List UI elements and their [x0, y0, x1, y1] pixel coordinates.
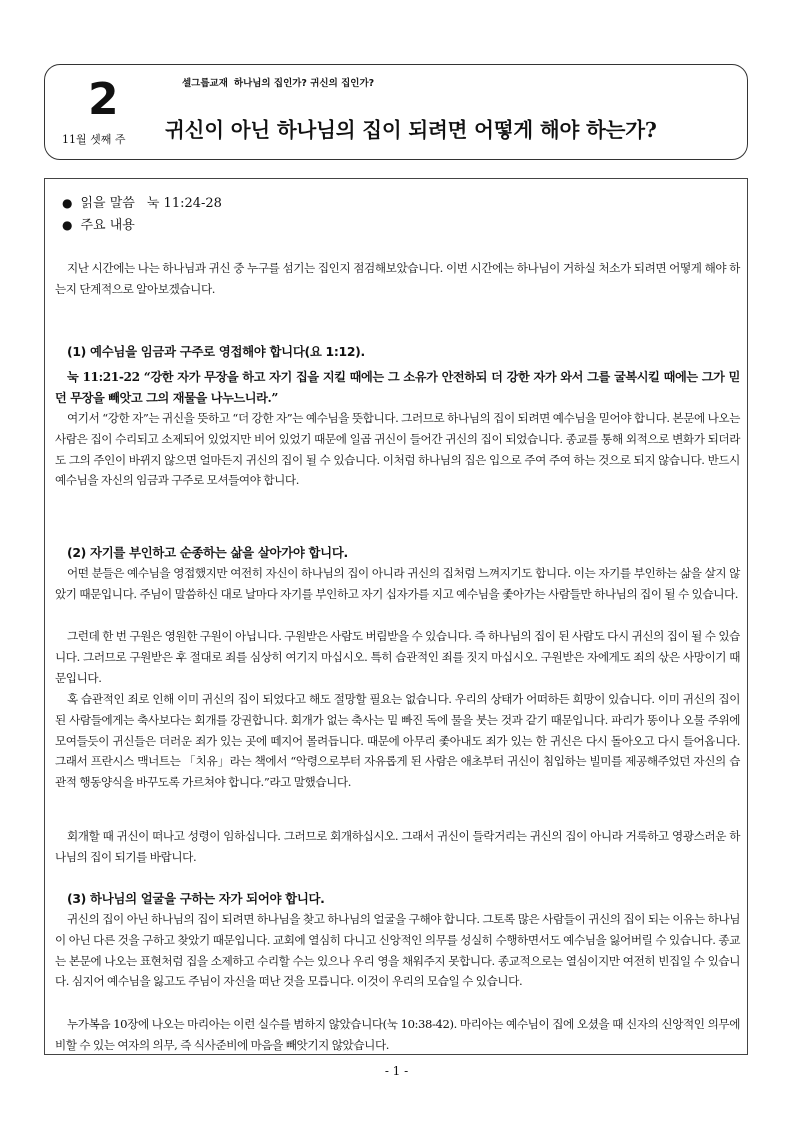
bullet-icon: ● [62, 218, 73, 232]
section-3-heading: (3) 하나님의 얼굴을 구하는 자가 되어야 합니다. [67, 891, 325, 906]
reading-label: 읽을 말씀 [80, 196, 135, 211]
section-1-heading: (1) 예수님을 임금과 구주로 영접해야 합니다(요 1:12). [67, 344, 365, 359]
section-2-paragraph-3: 혹 습관적인 죄로 인해 이미 귀신의 집이 되었다고 해도 절망할 필요는 없습니다. 우리의 상태가 어떠하든 희망이 있습니다. 이미 귀신의 집이 된 사람들에게는 축사보다는 회개를 강권합니다. 회개가 없는 축사는 밑 빠진 독에 물을 붓는 것과 같기 때문입니다. 파리가 똥이나 오물 주위에 모여들듯이 귀신들은 더러운 죄가 있는 곳에 떼지어 몰려듭니다. 때문에 아무리 좇아내도 죄가 있는 한 귀신은 다시 돌아오고 다시 들어옵니다. 그래서 프란시스 맥너트는 「치유」라는 책에서 “악령으로부터 자유롭게 된 사람은 애초부터 귀신이 침입하는 빌미를 제공해주었던 자신의 습관적 행동양식을 바꾸도록 가르쳐야 합니다.”라고 말했습니다. [55, 692, 740, 790]
intro-paragraph: 지난 시간에는 나는 하나님과 귀신 중 누구를 섬기는 집인지 점검해보았습니다. 이번 시간에는 하나님이 거하실 처소가 되려면 어떻게 해야 하는지 단계적으로 알아보겠습니다. [55, 261, 740, 296]
section-2-paragraph-2: 그런데 한 번 구원은 영원한 구원이 아닙니다. 구원받은 사람도 버림받을 수 있습니다. 즉 하나님의 집이 된 사람도 다시 귀신의 집이 될 수 있습니다. 그러므로 구원받은 후 절대로 죄를 심상히 여기지 마십시오. 특히 습관적인 죄를 짓지 마십시오. 구원받은 자에게도 죄의 삯은 사망이기 때문입니다. [55, 629, 740, 685]
page-title: 귀신이 아닌 하나님의 집이 되려면 어떻게 해야 하는가? [165, 118, 657, 142]
page-number: - 1 - [384, 1064, 409, 1078]
section-2-paragraph-4: 회개할 때 귀신이 떠나고 성령이 임하십니다. 그러므로 회개하십시오. 그래서 귀신이 들락거리는 귀신의 집이 아니라 거룩하고 영광스러운 하나님의 집이 되기를 바랍니다. [55, 829, 740, 864]
reading-ref: 눅 11:24-28 [146, 196, 222, 211]
series-label: 셀그룹교재 [182, 78, 228, 89]
section-1-body: 여기서 “강한 자”는 귀신을 뜻하고 “더 강한 자”는 예수님을 뜻합니다. 그러므로 하나님의 집이 되려면 예수님을 믿어야 합니다. 본문에 나오는 사람은 집이 수리되고 소제되어 있었지만 비어 있었기 때문에 일곱 귀신이 들어간 귀신의 집이 되었습니다. 종교를 통해 외적으로 변화가 되더라도 그의 주인이 바뀌지 않으면 얼마든지 귀신의 집이 될 수 있습니다. 이처럼 하나님의 집은 입으로 주여 주여 하는 것으로 되지 않습니다. 반드시 예수님을 자신의 임금과 구주로 모셔들여야 합니다. [55, 411, 740, 488]
lesson-number: 2 [88, 74, 119, 125]
week-label: 11월 셋째 주 [62, 133, 126, 146]
summary-label: 주요 내용 [80, 218, 135, 233]
summary-line [62, 214, 135, 233]
section-1-verse: 눅 11:21-22 “강한 자가 무장을 하고 자기 집을 지킬 때에는 그 소유가 안전하되 더 강한 자가 와서 그를 굴복시킬 때에는 그가 믿던 무장을 빼앗고 그의 재물을 나누느니라.” [55, 370, 740, 405]
header-box [44, 64, 748, 160]
bullet-icon: ● [62, 196, 73, 210]
section-3-paragraph-2: 누가복음 10장에 나오는 마리아는 이런 실수를 범하지 않았습니다(눅 10:38-42). 마리아는 예수님이 집에 오셨을 때 신자의 신앙적인 의무에 비할 수 있는 여자의 의무, 즉 식사준비에 마음을 빼앗기지 않았습니다. [55, 1017, 740, 1052]
reading-line [62, 192, 222, 211]
series-title: 하나님의 집인가? 귀신의 집인가? [233, 78, 375, 89]
section-3-paragraph-1: 귀신의 집이 아닌 하나님의 집이 되려면 하나님을 찾고 하나님의 얼굴을 구해야 합니다. 그토록 많은 사람들이 귀신의 집이 되는 이유는 하나님이 아닌 다른 것을 구하고 찾았기 때문입니다. 교회에 열심히 다니고 신앙적인 의무를 성실히 수행하면서도 예수님을 잃어버릴 수 있습니다. 종교는 본문에 나오는 표현처럼 집을 소제하고 수리할 수는 있으나 우리 영을 채워주지 못합니다. 종교적으로는 열심이지만 여전히 빈집일 수 있습니다. 심지어 예수님을 잃고도 주님이 자신을 떠난 것을 모릅니다. 이것이 우리의 모습일 수 있습니다. [55, 912, 740, 989]
section-2-heading: (2) 자기를 부인하고 순종하는 삶을 살아가야 합니다. [67, 545, 348, 560]
section-2-paragraph-1: 어떤 분들은 예수님을 영접했지만 여전히 자신이 하나님의 집이 아니라 귀신의 집처럼 느껴지기도 합니다. 이는 자기를 부인하는 삶을 살지 않았기 때문입니다. 주님이 말씀하신 대로 날마다 자기를 부인하고 자기 십자가를 지고 예수님을 좇아가는 사람들만 하나님의 집이 될 수 있습니다. [55, 566, 740, 601]
series-line [182, 75, 374, 89]
